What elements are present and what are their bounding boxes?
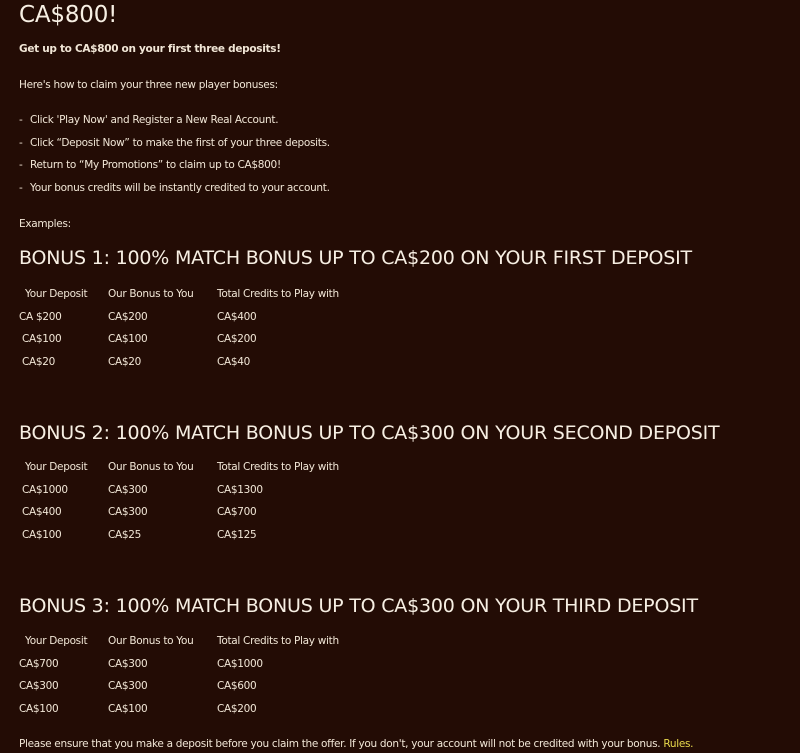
step-item — [19, 137, 330, 160]
step-item — [19, 182, 330, 205]
column-header-deposit: Your Deposit — [25, 635, 88, 647]
step-text: Your bonus credits will be instantly credited to your account. — [30, 181, 330, 194]
step-dash: - — [19, 136, 23, 149]
column-header-total: Total Credits to Play with — [217, 461, 339, 473]
intro-text: Here's how to claim your three new player bonuses: — [19, 79, 278, 91]
deposit-cell: CA$700 — [19, 657, 59, 670]
deposit-cell: CA$100 — [19, 702, 59, 715]
step-dash: - — [19, 181, 23, 194]
step-dash: - — [19, 114, 23, 126]
bonus-1-heading: BONUS 1: 100% MATCH BONUS UP TO CA$200 ON YOUR FIRST DEPOSIT — [19, 247, 692, 269]
bonus-cell: CA$200 — [108, 310, 148, 323]
deposit-cell: CA$20 — [22, 355, 56, 368]
column-header-total: Total Credits to Play with — [217, 288, 339, 300]
step-dash: - — [19, 159, 23, 171]
total-cell: CA$1000 — [217, 657, 263, 670]
bonus-cell: CA$300 — [108, 680, 148, 692]
examples-label: Examples: — [19, 218, 71, 230]
step-item — [19, 159, 330, 182]
step-text: Click “Deposit Now” to make the first of your three deposits. — [30, 136, 330, 149]
total-cell: CA$40 — [217, 355, 251, 368]
column-header-bonus: Our Bonus to You — [108, 288, 194, 300]
deposit-cell: CA$100 — [22, 333, 62, 345]
step-text: Click 'Play Now' and Register a New Real Account. — [30, 114, 279, 126]
total-cell: CA$125 — [217, 528, 257, 541]
deposit-cell: CA$300 — [19, 680, 59, 692]
total-cell: CA$200 — [217, 702, 257, 715]
total-cell: CA$600 — [217, 680, 257, 692]
step-text: Return to “My Promotions” to claim up to CA$800! — [30, 159, 281, 171]
step-item — [19, 114, 330, 137]
total-cell: CA$200 — [217, 333, 257, 345]
bonus-cell: CA$100 — [108, 333, 148, 345]
rules-link[interactable]: Rules. — [663, 738, 694, 750]
disclaimer-text — [19, 738, 693, 750]
deposit-cell: CA$1000 — [22, 483, 68, 496]
bonus-2-heading: BONUS 2: 100% MATCH BONUS UP TO CA$300 ON YOUR SECOND DEPOSIT — [19, 422, 720, 444]
bonus-cell: CA$100 — [108, 702, 148, 715]
column-header-bonus: Our Bonus to You — [108, 635, 194, 647]
bonus-cell: CA$20 — [108, 355, 142, 368]
deposit-cell: CA$100 — [22, 528, 62, 541]
bonus-cell: CA$300 — [108, 657, 148, 670]
column-header-deposit: Your Deposit — [25, 288, 88, 300]
total-cell: CA$1300 — [217, 483, 263, 496]
column-header-bonus: Our Bonus to You — [108, 461, 194, 473]
page-title: CA$800! — [19, 2, 118, 28]
disclaimer-body: Please ensure that you make a deposit before you claim the offer. If you don't, your account will not be credited with your bonus. — [19, 738, 664, 750]
column-header-total: Total Credits to Play with — [217, 635, 339, 647]
column-header-deposit: Your Deposit — [25, 461, 88, 473]
claim-steps-list — [19, 114, 330, 204]
promo-subtitle: Get up to CA$800 on your first three deposits! — [19, 43, 281, 55]
bonus-3-heading: BONUS 3: 100% MATCH BONUS UP TO CA$300 ON YOUR THIRD DEPOSIT — [19, 595, 698, 617]
bonus-cell: CA$25 — [108, 528, 142, 541]
bonus-cell: CA$300 — [108, 506, 148, 518]
deposit-cell: CA $200 — [19, 310, 62, 323]
bonus-cell: CA$300 — [108, 483, 148, 496]
total-cell: CA$700 — [217, 506, 257, 518]
deposit-cell: CA$400 — [22, 506, 62, 518]
total-cell: CA$400 — [217, 310, 257, 323]
